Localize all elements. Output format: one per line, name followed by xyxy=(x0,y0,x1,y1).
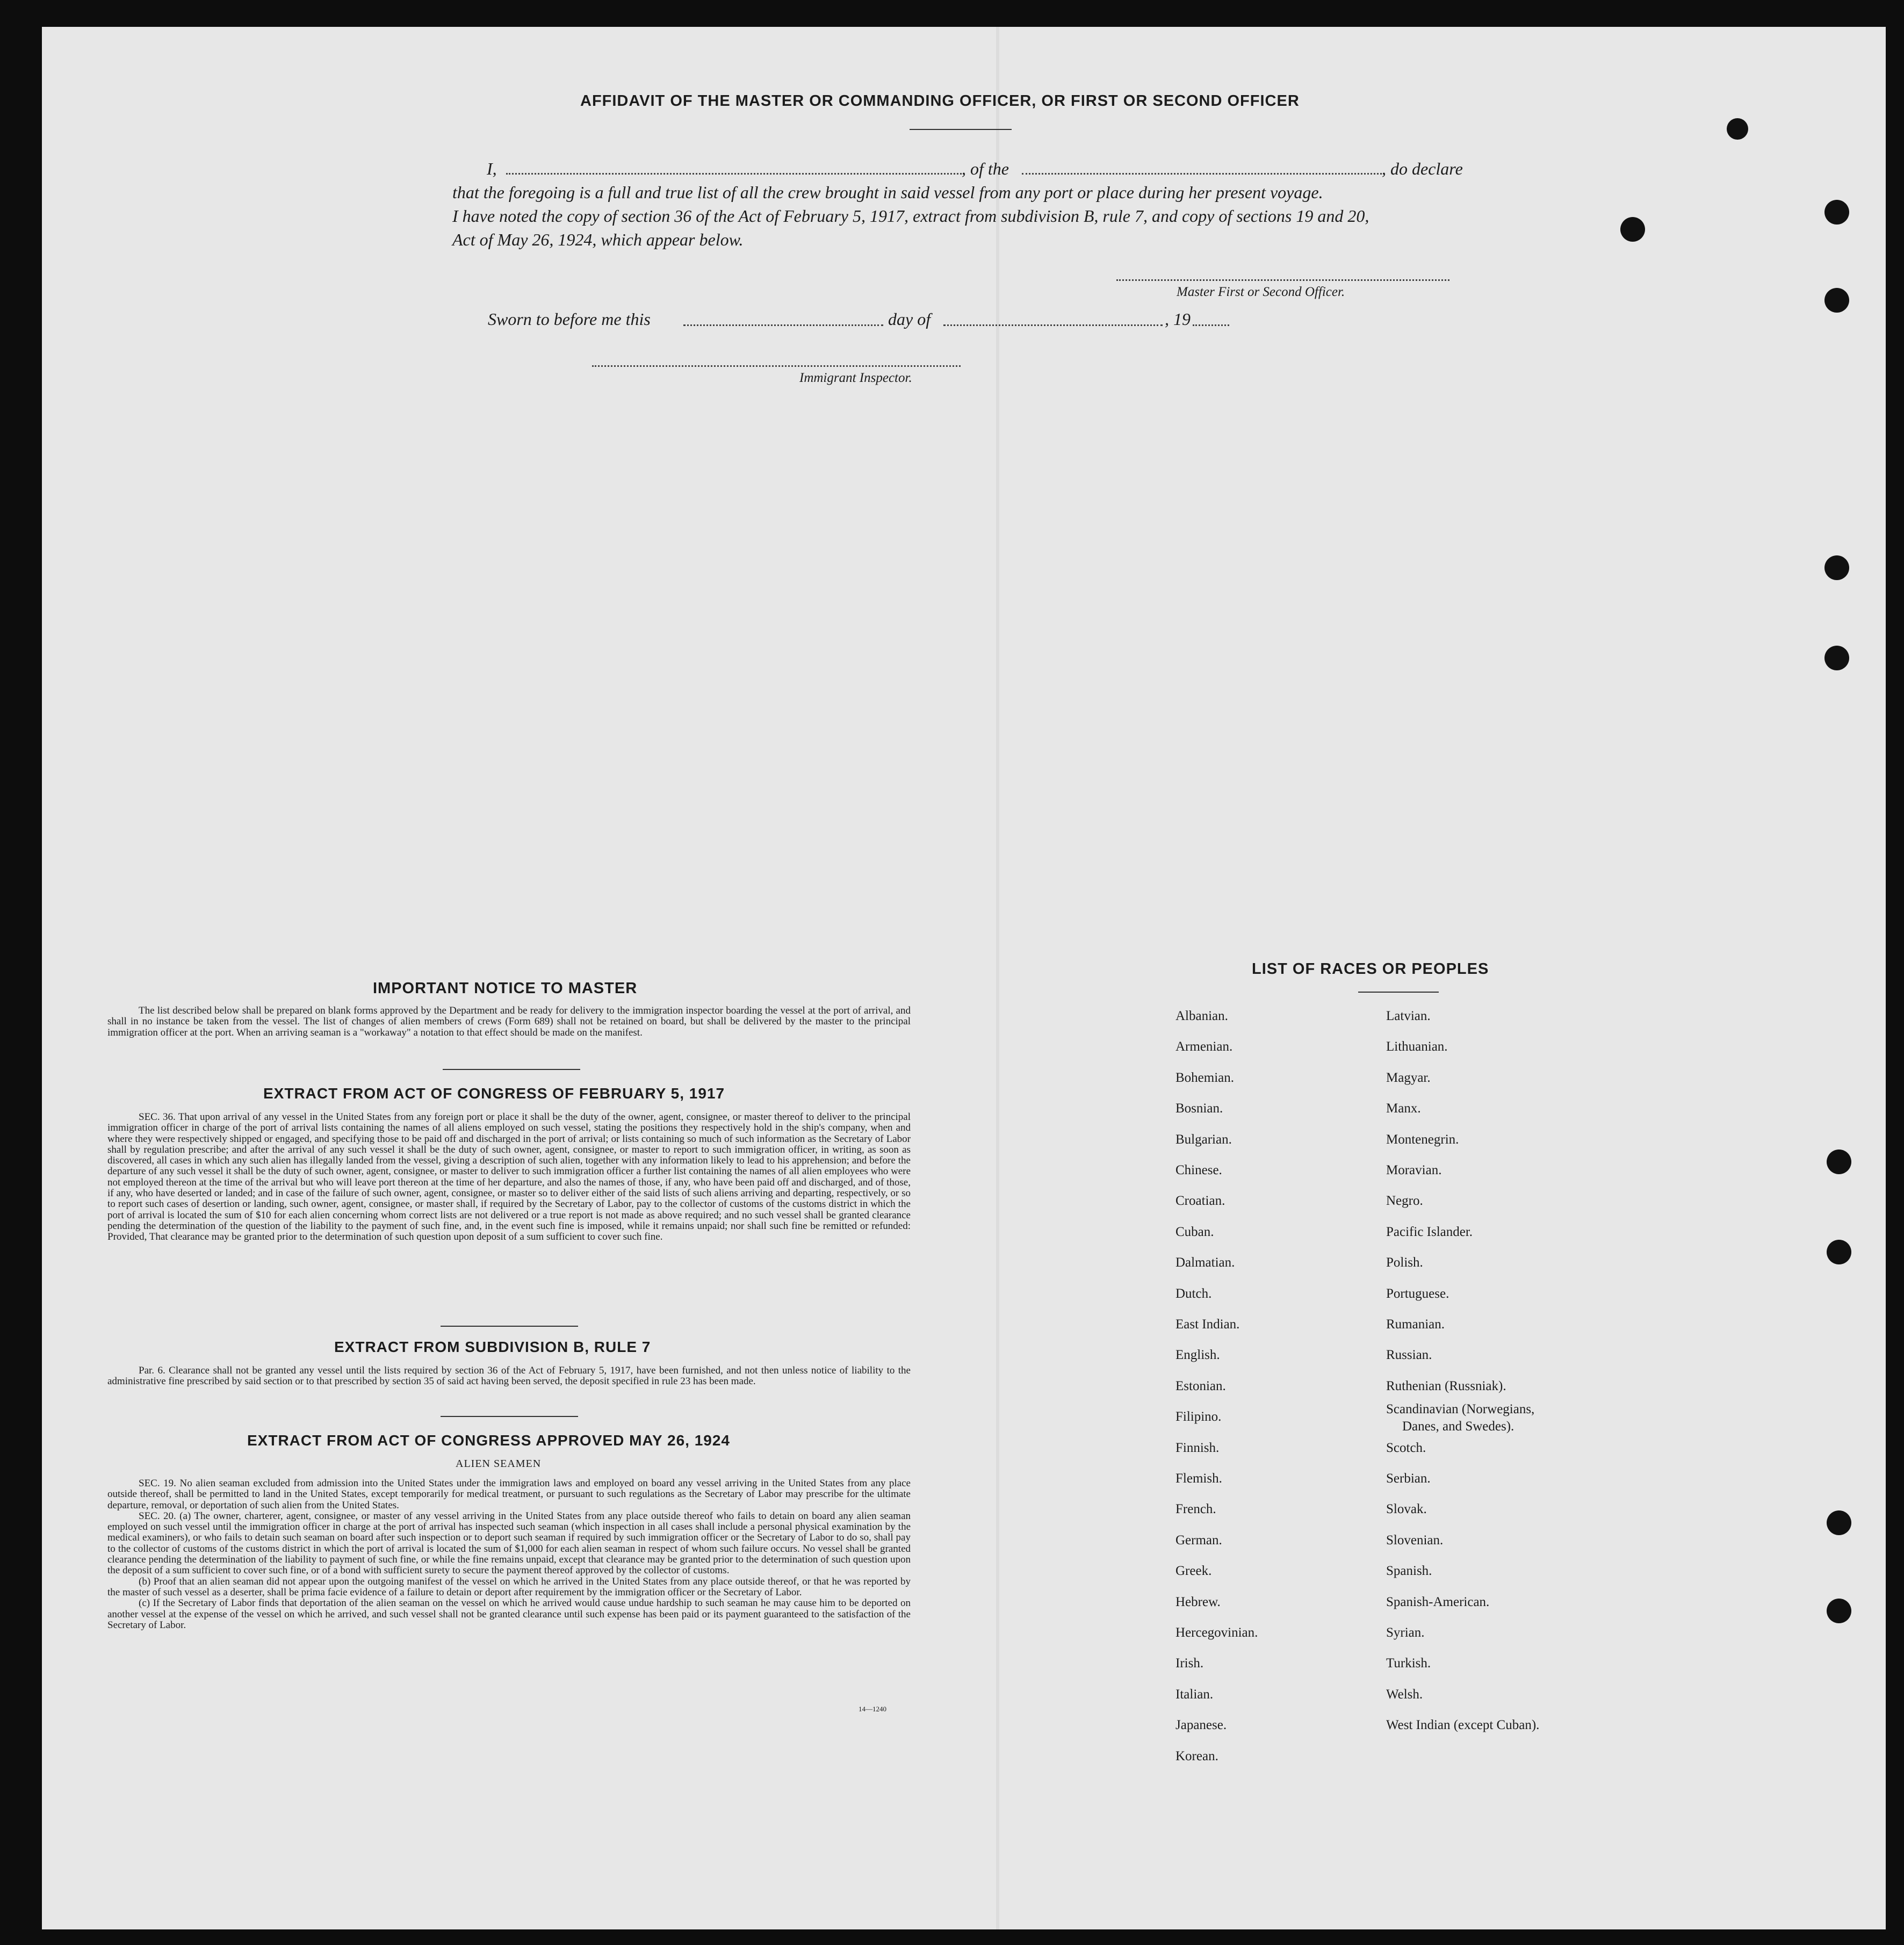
race-item: Polish. xyxy=(1386,1255,1423,1270)
race-item: Welsh. xyxy=(1386,1687,1423,1702)
race-item: English. xyxy=(1175,1348,1220,1362)
race-item: Hebrew. xyxy=(1175,1595,1221,1609)
day-of-text: day of xyxy=(888,309,931,329)
race-item: Pacific Islander. xyxy=(1386,1225,1473,1239)
notice-text xyxy=(107,1006,911,1038)
declaration-line-3: I have noted the copy of section 36 of the Act of February 5, 1917, extract from subdivision B, rule 7, and copy of sections 19 and 20, xyxy=(452,206,1369,226)
race-item: Korean. xyxy=(1175,1749,1218,1763)
section-20b-paragraph: (b) Proof that an alien seaman did not appear upon the outgoing manifest of the vessel on which he arrived in the United States from any place outside thereof, or that he was reported by the master of such vessel as a deserter, shall be prima facie evidence of a failure to detain or deport after requirement by the immigration officer or the Secretary of Labor. xyxy=(107,1575,911,1598)
binder-hole xyxy=(1827,1599,1851,1623)
race-item: Bohemian. xyxy=(1175,1071,1235,1085)
center-fold xyxy=(996,27,999,1929)
sworn-date-field[interactable] xyxy=(683,324,883,326)
race-item: Ruthenian (Russniak). xyxy=(1386,1379,1506,1393)
race-item: Magyar. xyxy=(1386,1071,1431,1085)
sworn-text: Sworn to before me this xyxy=(488,309,651,329)
race-item: Scandinavian (Norwegians, xyxy=(1386,1402,1535,1416)
race-item: Finnish. xyxy=(1175,1441,1220,1455)
declaration-do-declare: , do declare xyxy=(1382,159,1463,178)
rule7-paragraph: Par. 6. Clearance shall not be granted any vessel until the lists required by section 36 of the Act of February 5, 1917, have been furnished, and not then unless notice of liability to the administrative fine prescribed by said section or to that prescribed by section 35 of said act having been served, the deposit specified in rule 23 has been made. xyxy=(107,1365,911,1387)
race-item: French. xyxy=(1175,1502,1216,1516)
document-page xyxy=(42,27,1886,1929)
race-item: Serbian. xyxy=(1386,1471,1431,1486)
race-item: Albanian. xyxy=(1175,1009,1228,1023)
section-36-paragraph: SEC. 36. That upon arrival of any vessel in the United States from any foreign port or place it shall be the duty of the owner, agent, consignee, or master thereof to deliver to the principal immigration officer in charge of the port of arrival lists containing the names of all aliens employed on such vessel, stating the positions they respectively hold in the ship's company, when and where they were respectively shipped or engaged, and specifying those to be paid off and discharged in the port of arrival; or lists containing so much of such information as the Secretary of Labor shall by regulation prescribe; and after the arrival of any such vessel it shall be the duty of such owner, agent, consignee, or master to report to such immigration officer, in writing, as soon as discovered, all cases in which any such alien has illegally landed from the vessel, giving a description of such alien, together with any information likely to lead to his apprehension; and before the departure of any such vessel it shall be the duty of such owner, agent, consignee, or master to deliver to such immigration officer a further list containing the names of all alien employees who were not employed thereon at the time of the arrival but who will leave port thereon at the time of her departure, and also the names of those, if any, who have been paid off and discharged, and of those, if any, who have deserted or landed; and in case of the failure of such owner, agent, consignee, or master so to deliver either of the said lists of such aliens arriving and departing, respectively, or so to report such cases of desertion or landing, such owner, agent, consignee, or master shall, if required by the Secretary of Labor, pay to the collector of customs of the customs district in which the port of arrival is located the sum of $10 for each alien concerning whom correct lists are not delivered or a true report is not made as above required; and no such vessel shall be granted clearance pending the determination of the question of the liability to the payment of such fine, and, in the event such fine is imposed, while it remains unpaid; nor shall such fine be remitted or refunded: Provided, That clearance may be granted prior to the determination of such question upon deposit of a sum sufficient to cover such fine. xyxy=(107,1111,911,1243)
master-signature-field[interactable] xyxy=(1116,279,1449,281)
inspector-signature-field[interactable] xyxy=(592,365,961,367)
race-item: Greek. xyxy=(1175,1564,1212,1578)
declaration-of-the: , of the xyxy=(962,159,1009,178)
races-divider xyxy=(1358,992,1439,993)
vessel-field[interactable] xyxy=(1022,173,1382,175)
section-20a-paragraph: SEC. 20. (a) The owner, charterer, agent, consignee, or master of any vessel arriving in the United States from any place outside thereof who fails to detain on board any alien seaman employed on such vessel until the immigration officer in charge at the port of arrival has inspected such seaman (which inspection in all cases shall include a personal physical examination by the medical examiners), or who fails to detain such seaman on board after such inspection or to deport such seaman if required by such immigration officer or the Secretary of Labor to do so, shall pay to the collector of customs of the customs district in which the port of arrival is located the sum of $1,000 for each alien seaman in respect of whom such failure occurs. No vessel shall be granted clearance pending the determination of the liability to payment of such fine, or while the fine remains unpaid, except that clearance may be granted prior to the determination of such question upon the deposit of a sum sufficient to cover such fine, or of a bond with sufficient surety to secure the payment thereof approved by the collector of customs. xyxy=(107,1510,911,1577)
binder-hole xyxy=(1827,1240,1851,1264)
affidavit-divider xyxy=(910,129,1012,130)
extract-rule7-title: EXTRACT FROM SUBDIVISION B, RULE 7 xyxy=(334,1339,651,1355)
binder-hole xyxy=(1827,1149,1851,1174)
race-item: Portuguese. xyxy=(1386,1286,1449,1301)
section-20c-paragraph: (c) If the Secretary of Labor finds that deportation of the alien seaman on the vessel on which he arrived would cause undue hardship to such seaman he may cause him to be deported on another vessel at the expense of the vessel on which he arrived, and such vessel shall not be granted clearance until such expense has been paid or its payment guaranteed to the satisfaction of the Secretary of Labor. xyxy=(107,1597,911,1631)
race-item: Armenian. xyxy=(1175,1039,1233,1054)
sworn-month-field[interactable] xyxy=(943,324,1163,326)
race-item: Filipino. xyxy=(1175,1409,1222,1424)
race-item: Hercegovinian. xyxy=(1175,1625,1258,1640)
race-item: Bulgarian. xyxy=(1175,1132,1232,1147)
name-field[interactable] xyxy=(506,173,962,175)
section-divider xyxy=(441,1416,578,1417)
race-item: Syrian. xyxy=(1386,1625,1425,1640)
binder-hole xyxy=(1824,646,1849,670)
notice-title: IMPORTANT NOTICE TO MASTER xyxy=(373,980,638,997)
binder-hole xyxy=(1827,1510,1851,1535)
race-item: Irish. xyxy=(1175,1656,1204,1671)
race-item: Croatian. xyxy=(1175,1194,1225,1208)
race-item: Montenegrin. xyxy=(1386,1132,1459,1147)
binder-hole xyxy=(1824,200,1849,225)
signature-label: Master First or Second Officer. xyxy=(1177,285,1345,299)
race-item: Rumanian. xyxy=(1386,1317,1445,1332)
race-item: Dalmatian. xyxy=(1175,1255,1235,1270)
binder-hole xyxy=(1620,217,1645,242)
binder-hole xyxy=(1824,288,1849,313)
binder-hole xyxy=(1727,118,1748,140)
race-item: Flemish. xyxy=(1175,1471,1222,1486)
race-item: Danes, and Swedes). xyxy=(1402,1419,1514,1434)
race-item: Russian. xyxy=(1386,1348,1432,1362)
extract-rule7-text xyxy=(107,1365,911,1387)
race-item: Manx. xyxy=(1386,1101,1421,1116)
alien-seamen-subtitle: ALIEN SEAMEN xyxy=(456,1458,542,1470)
section-divider xyxy=(443,1069,580,1070)
race-item: Scotch. xyxy=(1386,1441,1426,1455)
race-item: Spanish. xyxy=(1386,1564,1432,1578)
section-19-paragraph: SEC. 19. No alien seaman excluded from admission into the United States under the immigration laws and employed on board any vessel arriving in the United States from any place outside thereof, shall be permitted to land in the United States, except temporarily for medical treatment, or pursuant to such regulations as the Secretary of Labor may prescribe for the ultimate departure, removal, or deportation of such alien from the United States. xyxy=(107,1478,911,1511)
race-item: Dutch. xyxy=(1175,1286,1212,1301)
race-item: Turkish. xyxy=(1386,1656,1431,1671)
race-item: Estonian. xyxy=(1175,1379,1226,1393)
race-item: German. xyxy=(1175,1533,1222,1548)
race-item: Italian. xyxy=(1175,1687,1214,1702)
sworn-year-field[interactable] xyxy=(1193,324,1229,326)
binder-hole xyxy=(1824,555,1849,580)
race-item: Negro. xyxy=(1386,1194,1423,1208)
declaration-pronoun: I, xyxy=(487,159,497,178)
race-item: Slovak. xyxy=(1386,1502,1427,1516)
race-item: Lithuanian. xyxy=(1386,1039,1448,1054)
race-item: Spanish-American. xyxy=(1386,1595,1490,1609)
form-number: 14—1240 xyxy=(859,1705,886,1713)
race-item: West Indian (except Cuban). xyxy=(1386,1718,1540,1732)
race-item: East Indian. xyxy=(1175,1317,1240,1332)
year-prefix: , 19 xyxy=(1165,309,1191,329)
race-item: Cuban. xyxy=(1175,1225,1214,1239)
race-item: Latvian. xyxy=(1386,1009,1431,1023)
race-item: Chinese. xyxy=(1175,1163,1222,1177)
race-item: Slovenian. xyxy=(1386,1533,1444,1548)
section-divider xyxy=(441,1326,578,1327)
race-item: Bosnian. xyxy=(1175,1101,1223,1116)
affidavit-title: AFFIDAVIT OF THE MASTER OR COMMANDING OFFICER, OR FIRST OR SECOND OFFICER xyxy=(580,92,1300,110)
race-item: Japanese. xyxy=(1175,1718,1227,1732)
extract-1924-text xyxy=(107,1478,911,1631)
extract-1924-title: EXTRACT FROM ACT OF CONGRESS APPROVED MAY 26, 1924 xyxy=(247,1432,730,1449)
declaration-line-2: that the foregoing is a full and true list of all the crew brought in said vessel from any port or place during her present voyage. xyxy=(452,183,1323,202)
declaration-line-4: Act of May 26, 1924, which appear below. xyxy=(452,230,744,249)
extract-1917-text xyxy=(107,1112,911,1243)
extract-1917-title: EXTRACT FROM ACT OF CONGRESS OF FEBRUARY 5, 1917 xyxy=(263,1085,725,1102)
race-item: Moravian. xyxy=(1386,1163,1442,1177)
notice-paragraph: The list described below shall be prepared on blank forms approved by the Department and be ready for delivery to the immigration inspector boarding the vessel at the port of arrival, and shall in no instance be taken from the vessel. The list of changes of alien members of crews (Form 689) shall not be retained on board, but shall be delivered by the master to the principal immigration officer at the port. When an arriving seaman is a "workaway" a notation to that effect should be made on the manifest. xyxy=(107,1005,911,1038)
races-title: LIST OF RACES OR PEOPLES xyxy=(1252,960,1489,978)
inspector-label: Immigrant Inspector. xyxy=(799,371,912,385)
